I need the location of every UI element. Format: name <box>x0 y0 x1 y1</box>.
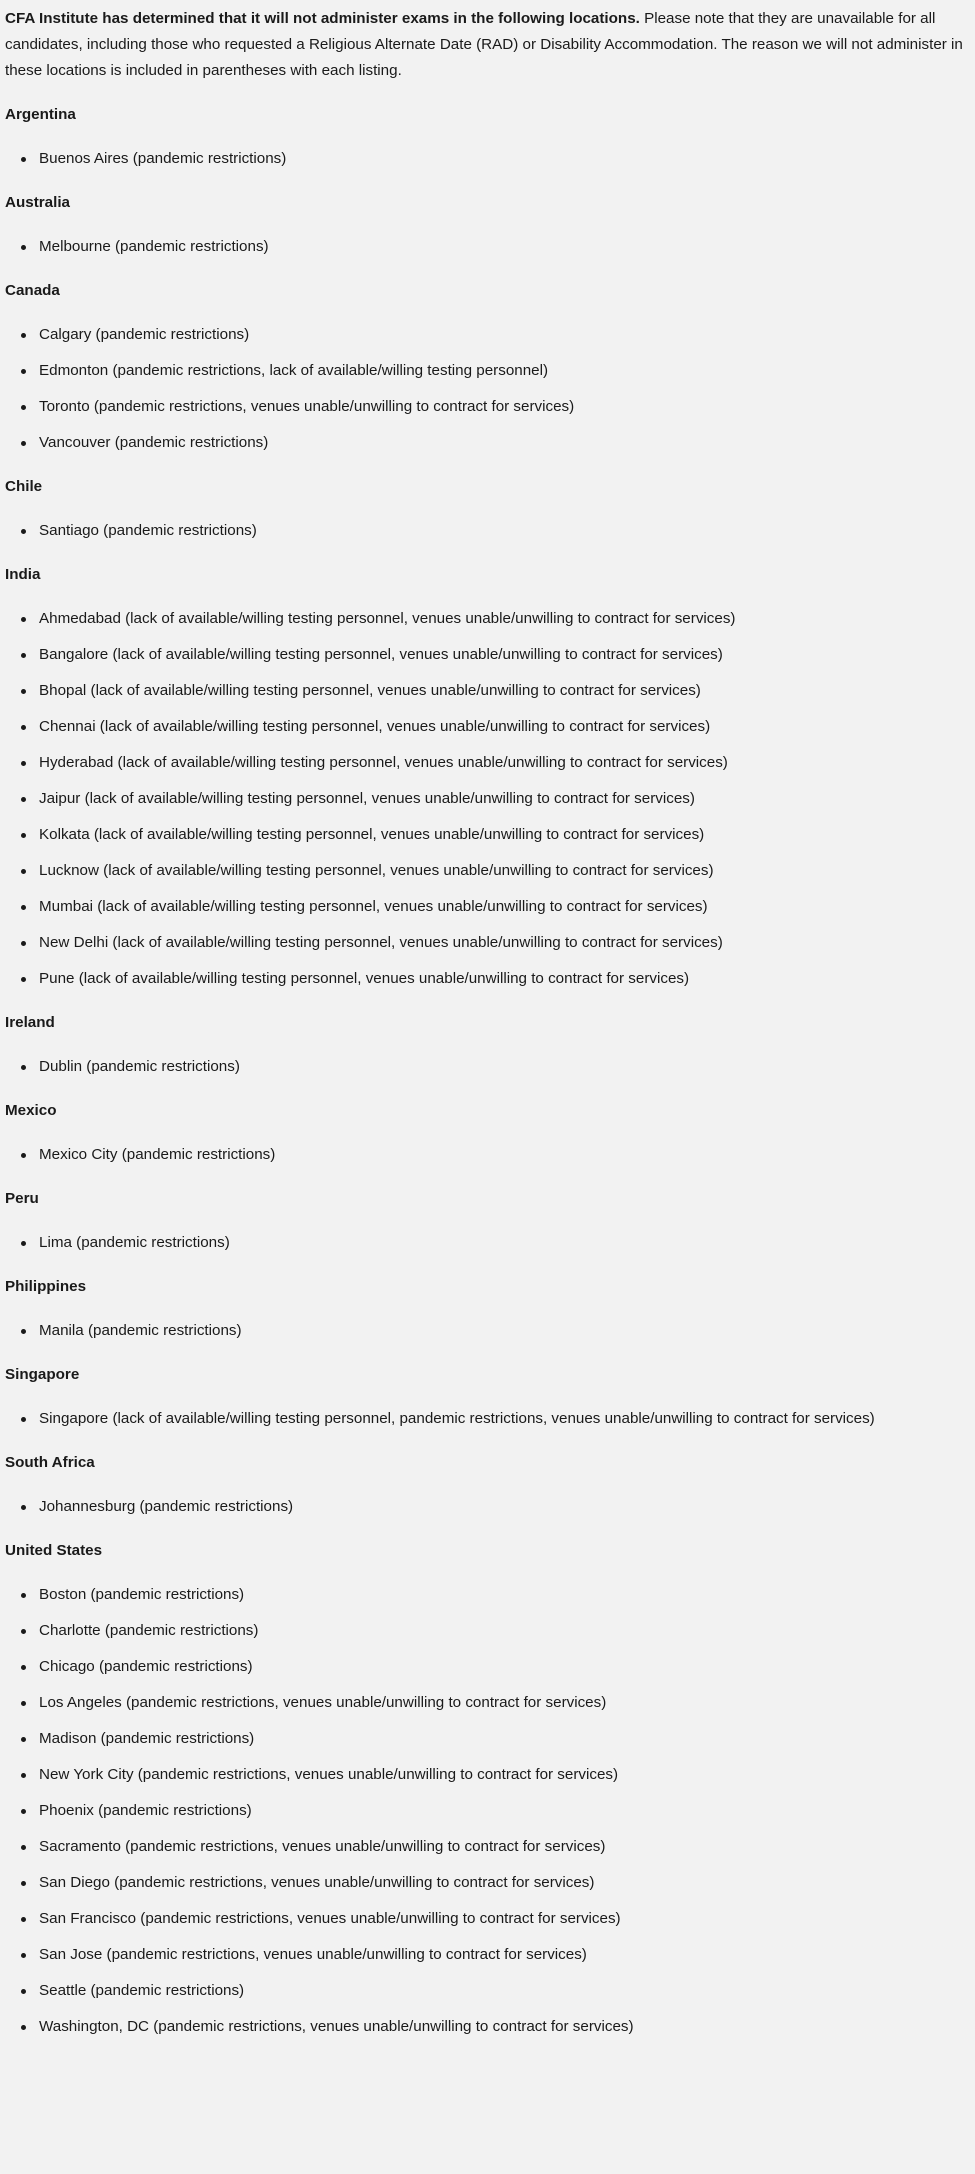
list-item <box>39 642 965 668</box>
location-text: Los Angeles (pandemic restrictions, venues unable/unwilling to contract for services) <box>39 1694 607 1711</box>
location-list <box>5 1142 965 1168</box>
location-text: New York City (pandemic restrictions, venues unable/unwilling to contract for services) <box>39 1766 619 1783</box>
country-heading: United States <box>5 1542 103 1559</box>
list-item <box>39 1318 965 1344</box>
bullet-icon <box>21 1629 26 1634</box>
bullet-icon <box>21 1989 26 1994</box>
bullet-icon <box>21 797 26 802</box>
location-text: Mumbai (lack of available/willing testing personnel, venues unable/unwilling to contract for services) <box>39 898 708 915</box>
location-text: Lucknow (lack of available/willing testing personnel, venues unable/unwilling to contract for services) <box>39 862 714 879</box>
location-text: Washington, DC (pandemic restrictions, venues unable/unwilling to contract for services) <box>39 2018 634 2035</box>
location-text: New Delhi (lack of available/willing testing personnel, venues unable/unwilling to contract for services) <box>39 934 723 951</box>
list-item <box>39 1582 965 1608</box>
bullet-icon <box>21 1593 26 1598</box>
location-list <box>5 1230 965 1256</box>
bullet-icon <box>21 761 26 766</box>
location-list <box>5 518 965 544</box>
bullet-icon <box>21 941 26 946</box>
country-heading: Singapore <box>5 1366 80 1383</box>
bullet-icon <box>21 833 26 838</box>
list-item <box>39 146 965 172</box>
list-item <box>39 750 965 776</box>
location-text: Kolkata (lack of available/willing testing personnel, venues unable/unwilling to contract for services) <box>39 826 705 843</box>
bullet-icon <box>21 653 26 658</box>
location-text: Ahmedabad (lack of available/willing testing personnel, venues unable/unwilling to contract for services) <box>39 610 736 627</box>
bullet-icon <box>21 1665 26 1670</box>
location-list <box>5 234 965 260</box>
bullet-icon <box>21 333 26 338</box>
list-item <box>39 894 965 920</box>
intro-bold-text: CFA Institute has determined that it will not administer exams in the following locations. <box>5 10 640 27</box>
list-item <box>39 1870 965 1896</box>
list-item <box>39 1978 965 2004</box>
list-item <box>39 1494 965 1520</box>
bullet-icon <box>21 1917 26 1922</box>
bullet-icon <box>21 977 26 982</box>
bullet-icon <box>21 725 26 730</box>
list-item <box>39 678 965 704</box>
bullet-icon <box>21 245 26 250</box>
location-list <box>5 606 965 992</box>
location-text: Charlotte (pandemic restrictions) <box>39 1622 259 1639</box>
list-item <box>39 2014 965 2040</box>
country-heading: India <box>5 566 41 583</box>
bullet-icon <box>21 1153 26 1158</box>
location-text: Hyderabad (lack of available/willing testing personnel, venues unable/unwilling to contract for services) <box>39 754 728 771</box>
bullet-icon <box>21 1881 26 1886</box>
list-item <box>39 1942 965 1968</box>
bullet-icon <box>21 689 26 694</box>
bullet-icon <box>21 157 26 162</box>
list-item <box>39 394 965 420</box>
bullet-icon <box>21 441 26 446</box>
bullet-icon <box>21 1953 26 1958</box>
country-heading: Mexico <box>5 1102 57 1119</box>
location-text: Buenos Aires (pandemic restrictions) <box>39 150 287 167</box>
list-item <box>39 1906 965 1932</box>
location-text: Manila (pandemic restrictions) <box>39 1322 242 1339</box>
list-item <box>39 518 965 544</box>
country-heading: Ireland <box>5 1014 55 1031</box>
location-list <box>5 146 965 172</box>
list-item <box>39 1762 965 1788</box>
location-text: Chicago (pandemic restrictions) <box>39 1658 253 1675</box>
bullet-icon <box>21 1329 26 1334</box>
list-item <box>39 714 965 740</box>
bullet-icon <box>21 1701 26 1706</box>
location-text: Dublin (pandemic restrictions) <box>39 1058 240 1075</box>
country-heading: Chile <box>5 478 43 495</box>
location-text: Edmonton (pandemic restrictions, lack of available/willing testing personnel) <box>39 362 549 379</box>
list-item <box>39 966 965 992</box>
list-item <box>39 430 965 456</box>
list-item <box>39 786 965 812</box>
list-item <box>39 1654 965 1680</box>
location-text: Bangalore (lack of available/willing testing personnel, venues unable/unwilling to contract for services) <box>39 646 723 663</box>
list-item <box>39 322 965 348</box>
bullet-icon <box>21 1505 26 1510</box>
bullet-icon <box>21 1773 26 1778</box>
location-text: Seattle (pandemic restrictions) <box>39 1982 245 1999</box>
bullet-icon <box>21 617 26 622</box>
location-text: San Francisco (pandemic restrictions, venues unable/unwilling to contract for services) <box>39 1910 621 1927</box>
bullet-icon <box>21 2025 26 2030</box>
country-heading: Canada <box>5 282 60 299</box>
list-item <box>39 1618 965 1644</box>
list-item <box>39 930 965 956</box>
list-item <box>39 1834 965 1860</box>
bullet-icon <box>21 905 26 910</box>
bullet-icon <box>21 1417 26 1422</box>
location-text: Bhopal (lack of available/willing testing personnel, venues unable/unwilling to contract for services) <box>39 682 701 699</box>
location-text: Singapore (lack of available/willing testing personnel, pandemic restrictions, venues unable/unwilling to contract for services) <box>39 1410 875 1427</box>
location-text: Vancouver (pandemic restrictions) <box>39 434 269 451</box>
location-text: Calgary (pandemic restrictions) <box>39 326 250 343</box>
location-list <box>5 1054 965 1080</box>
location-text: Sacramento (pandemic restrictions, venues unable/unwilling to contract for services) <box>39 1838 606 1855</box>
location-text: Pune (lack of available/willing testing personnel, venues unable/unwilling to contract for services) <box>39 970 690 987</box>
bullet-icon <box>21 1737 26 1742</box>
intro-paragraph <box>5 6 965 84</box>
list-item <box>39 358 965 384</box>
list-item <box>39 606 965 632</box>
list-item <box>39 234 965 260</box>
intro-text: Please note that they are unavailable for all candidates, including those who requested a Religious Alternate Date (RAD) or Disability Accommodation. The reason we will not administer in these locations is included in parentheses with each listing. <box>5 10 963 79</box>
country-heading: Argentina <box>5 106 76 123</box>
country-heading: Peru <box>5 1190 39 1207</box>
bullet-icon <box>21 1809 26 1814</box>
bullet-icon <box>21 529 26 534</box>
list-item <box>39 858 965 884</box>
location-text: Lima (pandemic restrictions) <box>39 1234 230 1251</box>
list-item <box>39 1690 965 1716</box>
list-item <box>39 1406 965 1432</box>
location-text: Madison (pandemic restrictions) <box>39 1730 255 1747</box>
location-text: San Diego (pandemic restrictions, venues unable/unwilling to contract for services) <box>39 1874 595 1891</box>
list-item <box>39 1726 965 1752</box>
list-item <box>39 1798 965 1824</box>
list-item <box>39 1142 965 1168</box>
location-list <box>5 1318 965 1344</box>
bullet-icon <box>21 869 26 874</box>
location-list <box>5 1582 965 2040</box>
location-text: San Jose (pandemic restrictions, venues unable/unwilling to contract for services) <box>39 1946 587 1963</box>
bullet-icon <box>21 1241 26 1246</box>
bullet-icon <box>21 369 26 374</box>
bullet-icon <box>21 1065 26 1070</box>
location-text: Johannesburg (pandemic restrictions) <box>39 1498 294 1515</box>
location-text: Boston (pandemic restrictions) <box>39 1586 245 1603</box>
list-item <box>39 1054 965 1080</box>
bullet-icon <box>21 1845 26 1850</box>
country-heading: Australia <box>5 194 70 211</box>
location-text: Chennai (lack of available/willing testing personnel, venues unable/unwilling to contract for services) <box>39 718 711 735</box>
country-heading: Philippines <box>5 1278 87 1295</box>
location-text: Toronto (pandemic restrictions, venues unable/unwilling to contract for services) <box>39 398 575 415</box>
location-list <box>5 1406 965 1432</box>
country-heading: South Africa <box>5 1454 95 1471</box>
list-item <box>39 822 965 848</box>
location-list <box>5 1494 965 1520</box>
location-text: Phoenix (pandemic restrictions) <box>39 1802 252 1819</box>
location-list <box>5 322 965 456</box>
location-text: Mexico City (pandemic restrictions) <box>39 1146 276 1163</box>
bullet-icon <box>21 405 26 410</box>
location-text: Melbourne (pandemic restrictions) <box>39 238 269 255</box>
list-item <box>39 1230 965 1256</box>
location-text: Jaipur (lack of available/willing testing personnel, venues unable/unwilling to contract for services) <box>39 790 695 807</box>
location-text: Santiago (pandemic restrictions) <box>39 522 257 539</box>
country-list <box>5 102 965 2040</box>
